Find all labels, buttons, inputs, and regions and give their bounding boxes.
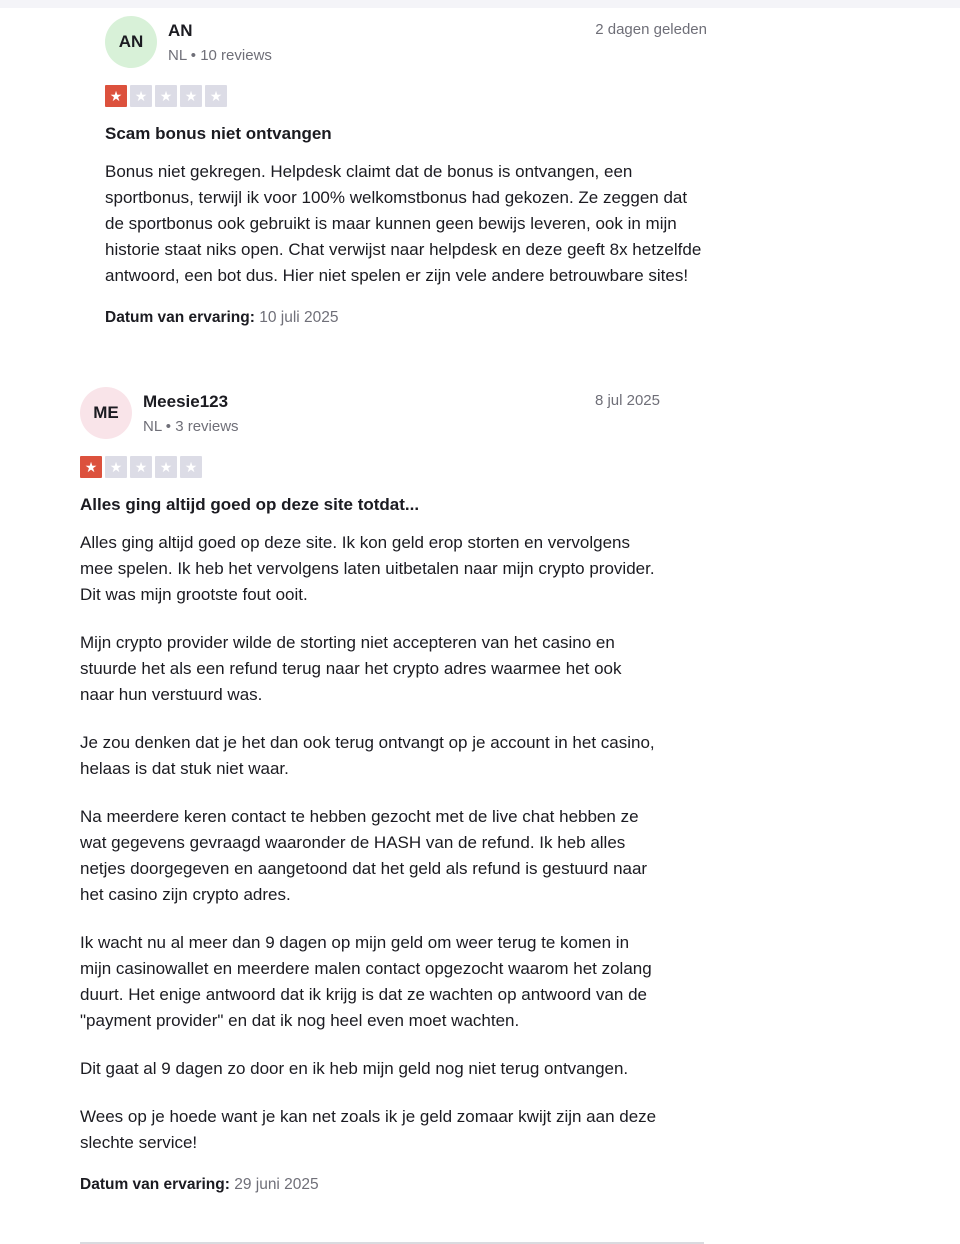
reviewer-meta: NL • 3 reviews <box>143 417 239 435</box>
review-paragraph: Dit gaat al 9 dagen zo door en ik heb mijn geld nog niet terug ontvangen. <box>80 1059 629 1079</box>
review-body <box>80 530 660 1156</box>
star-rating <box>80 456 660 478</box>
reviewer-meta: NL • 10 reviews <box>168 46 272 64</box>
review-paragraph: Mijn crypto provider wilde de storting niet accepteren van het casino en stuurde het als een refund terug naar het crypto adres waarmee het ook naar hun verstuurd was. <box>80 633 622 705</box>
reviewer-name[interactable]: AN <box>168 20 193 40</box>
review-date: 8 jul 2025 <box>594 392 660 410</box>
star-empty-icon: ★ <box>130 85 152 107</box>
review-paragraph: Je zou denken dat je het dan ook terug ontvangt op je account in het casino, helaas is dat stuk niet waar. <box>80 733 655 779</box>
reviewer-name[interactable]: Meesie123 <box>143 391 229 411</box>
star-empty-icon: ★ <box>105 456 127 478</box>
review-date: 2 dagen geleden <box>595 21 707 38</box>
review-title[interactable]: Scam bonus niet ontvangen <box>105 124 332 143</box>
reviewer-id-block <box>143 387 239 439</box>
experience-date-label: Datum van ervaring: <box>105 309 255 327</box>
star-empty-icon: ★ <box>155 85 177 107</box>
review-paragraph: Ik wacht nu al meer dan 9 dagen op mijn geld om weer terug te komen in mijn casinowallet en meerdere malen contact opgezocht waarom het zolang duurt. Het enige antwoord dat ik krijg is dat ze wachten op antwoord van de "payment provider" en dat ik nog heel even moet wachten. <box>80 933 652 1031</box>
experience-date-value: 29 juni 2025 <box>234 1176 319 1194</box>
review-paragraph: Wees op je hoede want je kan net zoals ik je geld zomaar kwijt zijn aan deze slechte service! <box>80 1107 657 1153</box>
avatar[interactable]: AN <box>105 16 157 68</box>
star-empty-icon: ★ <box>180 456 202 478</box>
top-strip <box>0 0 960 8</box>
review-paragraph: Bonus niet gekregen. Helpdesk claimt dat de bonus is ontvangen, een sportbonus, terwijl ik voor 100% welkomstbonus had gekozen. Ze zeggen dat de sportbonus ook gebruikt is maar kunnen geen bewijs leveren, ook in mijn historie staat niks open. Chat verwijst naar helpdesk en deze geeft 8x hetzelfde antwoord, een bot dus. Hier niet spelen er zijn vele andere betrouwbare sites! <box>105 162 702 286</box>
experience-date-row <box>105 309 707 327</box>
star-empty-icon: ★ <box>155 456 177 478</box>
review-card <box>80 387 660 1194</box>
star-empty-icon: ★ <box>180 85 202 107</box>
review-title[interactable]: Alles ging altijd goed op deze site totdat... <box>80 495 420 515</box>
review-card <box>105 16 707 327</box>
star-rating <box>105 85 707 107</box>
review-paragraph: Alles ging altijd goed op deze site. Ik kon geld erop storten en vervolgens mee spelen. Ik heb het vervolgens laten uitbetalen naar mijn crypto provider. Dit was mijn grootste fout ooit. <box>80 533 655 605</box>
review-header <box>105 16 707 68</box>
star-empty-icon: ★ <box>205 85 227 107</box>
review-paragraph: Na meerdere keren contact te hebben gezocht met de live chat hebben ze wat gegevens gevraagd waaronder de HASH van de refund. Ik heb alles netjes doorgegeven en aangetoond dat het geld als refund is gestuurd naar het casino zijn crypto adres. <box>80 807 648 905</box>
reviewer-id-block <box>168 16 272 68</box>
star-filled-icon: ★ <box>105 85 127 107</box>
review-body <box>105 159 707 289</box>
experience-date-row <box>80 1176 660 1194</box>
avatar[interactable]: ME <box>80 387 132 439</box>
review-header <box>80 387 660 439</box>
star-empty-icon: ★ <box>130 456 152 478</box>
star-filled-icon: ★ <box>80 456 102 478</box>
experience-date-value: 10 juli 2025 <box>259 309 339 327</box>
experience-date-label: Datum van ervaring: <box>80 1176 230 1194</box>
